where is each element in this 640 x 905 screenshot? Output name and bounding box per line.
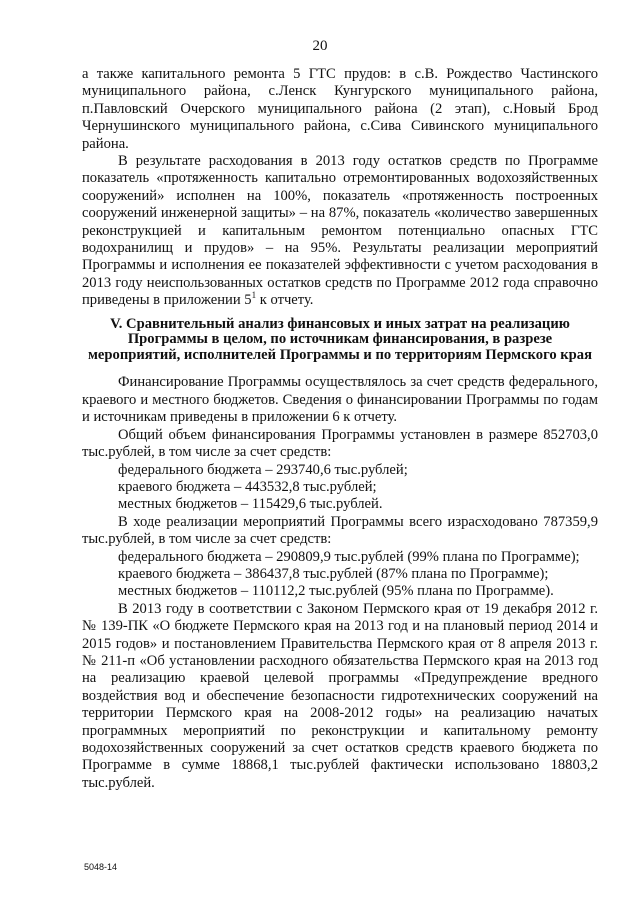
paragraph-results (82, 153, 598, 310)
list-item-federal-spent: федерального бюджета – 290809,9 тыс.рублей (99% плана по Программе); (118, 548, 580, 565)
appendix-superscript: 1 (251, 290, 257, 301)
list-item-regional-spent: краевого бюджета – 386437,8 тыс.рублей (87% плана по Программе); (118, 565, 549, 582)
paragraph-2013-law: В 2013 году в соответствии с Законом Пермского края от 19 декабря 2012 г. № 139-ПК «О бюджете Пермского края на 2013 год и на плановый период 2014 и 2015 годов» и постановлением Правительства Пермского края от 8 апреля 2013 г. № 211-п «Об установлении расходного обязательства Пермского края на 2013 год на реализацию краевой целевой программы «Предупреждение вредного воздействия вод и обеспечение безопасности гидротехнических сооружений на территории Пермского края на 2008-2012 годы» на реализацию начатых программных мероприятий по реконструкции и капитальному ремонту водохозяйственных сооружений за счет остатков средств краевого бюджета по Программе в сумме 18868,1 тыс.рублей фактически использовано 18803,2 тыс.рублей. (82, 600, 598, 791)
list-item-regional-plan: краевого бюджета – 443532,8 тыс.рублей; (118, 478, 377, 495)
paragraph-spent: В ходе реализации мероприятий Программы всего израсходовано 787359,9 тыс.рублей, в том числе за счет средств: (82, 513, 598, 548)
section-heading: V. Сравнительный анализ финансовых и иных затрат на реализацию Программы в целом, по источникам финансирования, в разрезе мероприятий, исполнителей Программы и по территориям Пермского края (87, 315, 592, 363)
paragraph-financing: Финансирование Программы осуществлялось за счет средств федерального, краевого и местного бюджетов. Сведения о финансировании Программы по годам и источникам приведены в приложении 6 к отчету. (82, 374, 598, 426)
paragraph-works-list: а также капитального ремонта 5 ГТС прудов: в с.В. Рождество Частинского муниципального района, с.Ленск Кунгурского муниципального района, п.Павловский Очерского муниципального района (2 этап), с.Новый Брод Чернушинского муниципального района, с.Сива Сивинского муниципального района. (82, 66, 598, 152)
footer-code: 5048-14 (84, 862, 118, 872)
document-body (82, 66, 598, 792)
list-item-federal-plan: федерального бюджета – 293740,6 тыс.рублей; (118, 461, 408, 478)
list-item-local-spent: местных бюджетов – 110112,2 тыс.рублей (95% плана по Программе). (118, 583, 554, 600)
list-item-local-plan: местных бюджетов – 115429,6 тыс.рублей. (118, 496, 383, 513)
page-number: 20 (312, 38, 328, 54)
paragraph-total-volume: Общий объем финансирования Программы установлен в размере 852703,0 тыс.рублей, в том числе за счет средств: (82, 426, 598, 461)
paragraph-results-text: В результате расходования в 2013 году остатков средств по Программе показатель «протяженность капитально отремонтированных водохозяйственных сооружений» исполнен на 100%, показатель «протяженность построенных сооружений инженерной защиты» – на 87%, показатель «количество завершенных реконструкцией и капитальным ремонтом потенциально опасных ГТС водохранилищ и прудов» – на 95%. Результаты реализации мероприятий Программы и исполнения ее показателей эффективности с учетом расходования в 2013 году неиспользованных остатков средств по Программе 2012 года справочно приведены в приложении 5 (82, 153, 598, 309)
paragraph-results-tail: к отчету. (256, 292, 314, 309)
